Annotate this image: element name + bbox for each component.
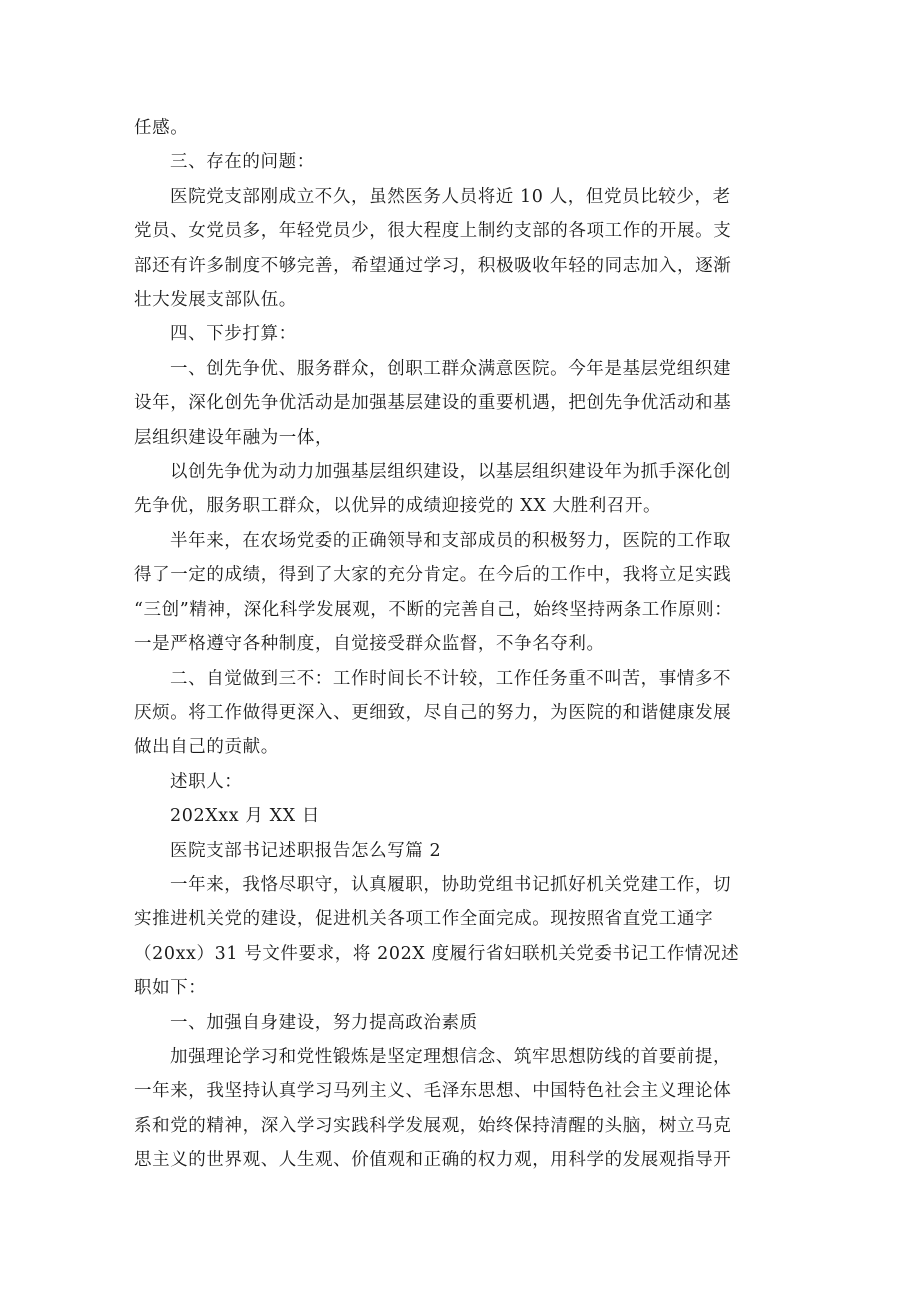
text-line: 党员、女党员多，年轻党员少，很大程度上制约支部的各项工作的开展。支 bbox=[134, 221, 732, 242]
text-line: 一年来，我恪尽职守，认真履职，协助党组书记抓好机关党建工作，切 bbox=[170, 874, 732, 895]
text-line: 医院党支部刚成立不久，虽然医务人员将近 10 人，但党员比较少，老 bbox=[170, 186, 731, 207]
document-body bbox=[134, 111, 792, 1178]
signature-label: 述职人： bbox=[170, 771, 243, 792]
text-line: 得了一定的成绩，得到了大家的充分肯定。在今后的工作中，我将立足实践 bbox=[134, 565, 732, 586]
text-line: 先争优，服务职工群众，以优异的成绩迎接党的 XX 大胜利召开。 bbox=[134, 496, 662, 517]
text-line: 厌烦。将工作做得更深入、更细致，尽自己的努力，为医院的和谐健康发展 bbox=[134, 702, 732, 723]
text-line: 二、自觉做到三不：工作时间长不计较，工作任务重不叫苦，事情多不 bbox=[170, 668, 732, 689]
text-line: 设年，深化创先争优活动是加强基层建设的重要机遇，把创先争优活动和基 bbox=[134, 393, 732, 414]
section-heading: 四、下步打算： bbox=[170, 324, 297, 345]
text-line: “三创”精神，深化科学发展观，不断的完善自己，始终坚持两条工作原则： bbox=[134, 599, 733, 620]
article-title: 医院支部书记述职报告怎么写篇 2 bbox=[170, 840, 442, 861]
text-line: 做出自己的贡献。 bbox=[134, 737, 279, 758]
text-line: 加强理论学习和党性锻炼是坚定理想信念、筑牢思想防线的首要前提， bbox=[170, 1046, 732, 1067]
text-line: 任感。 bbox=[134, 118, 189, 138]
date-line: 202Xxx 月 XX 日 bbox=[170, 806, 321, 827]
text-line: 一是严格遵守各种制度，自觉接受群众监督，不争名夺利。 bbox=[134, 634, 605, 655]
text-line: 系和党的精神，深入学习实践科学发展观，始终保持清醒的头脑，树立马克 bbox=[134, 1115, 732, 1136]
text-line: （20xx）31 号文件要求，将 202X 度履行省妇联机关党委书记工作情况述 bbox=[134, 943, 740, 964]
text-line: 实推进机关党的建设，促进机关各项工作全面完成。现按照省直党工通字 bbox=[134, 909, 714, 930]
text-line: 思主义的世界观、人生观、价值观和正确的权力观，用科学的发展观指导开 bbox=[134, 1150, 732, 1171]
text-line: 壮大发展支部队伍。 bbox=[134, 290, 297, 311]
text-line: 职如下： bbox=[134, 978, 207, 999]
text-line: 一、创先争优、服务群众，创职工群众满意医院。今年是基层党组织建 bbox=[170, 358, 732, 379]
text-line: 层组织建设年融为一体， bbox=[134, 427, 334, 448]
text-line: 部还有许多制度不够完善，希望通过学习，积极吸收年轻的同志加入，逐渐 bbox=[134, 255, 732, 276]
text-line: 一年来，我坚持认真学习马列主义、毛泽东思想、中国特色社会主义理论体 bbox=[134, 1081, 732, 1102]
text-line: 半年来，在农场党委的正确领导和支部成员的积极努力，医院的工作取 bbox=[170, 530, 732, 551]
section-heading: 三、存在的问题： bbox=[170, 152, 315, 173]
section-heading: 一、加强自身建设，努力提高政治素质 bbox=[170, 1012, 478, 1033]
text-line: 以创先争优为动力加强基层组织建设，以基层组织建设年为抓手深化创 bbox=[170, 462, 732, 483]
